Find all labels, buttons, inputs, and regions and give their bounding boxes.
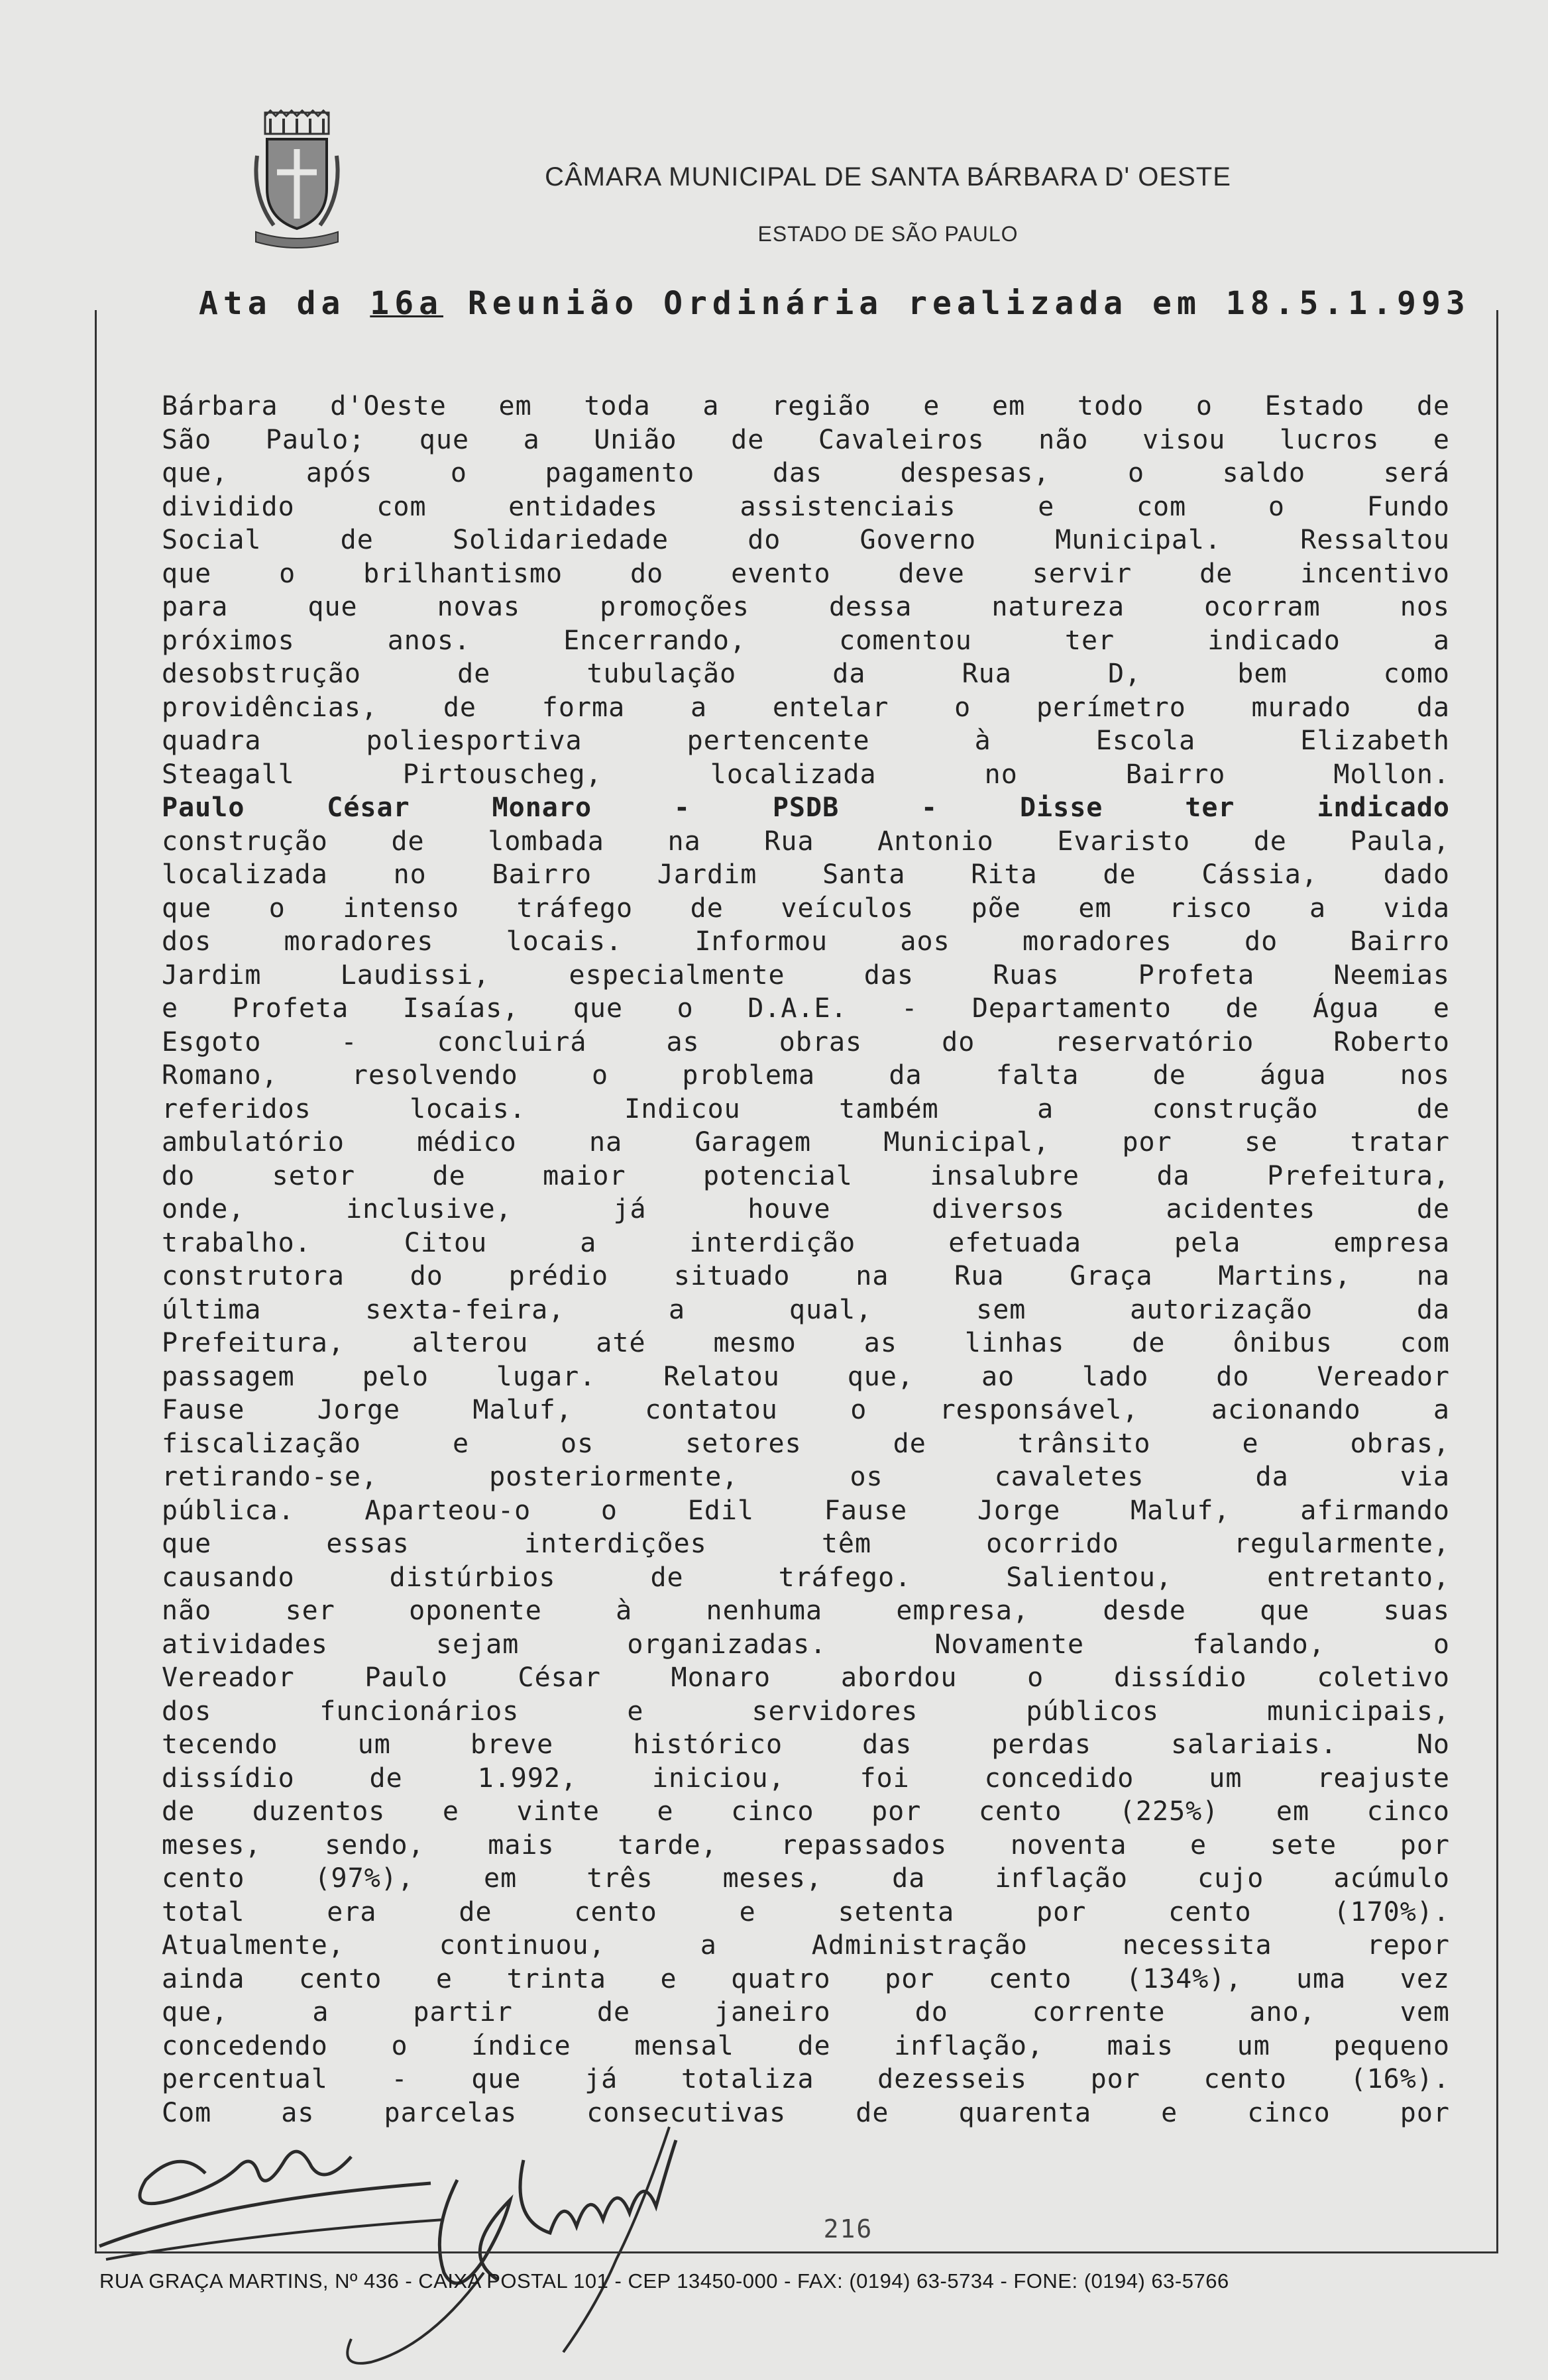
minutes-title [199,285,1470,322]
body-line: Bárbara d'Oeste em toda a região e em todo o Estado de [162,391,1450,421]
body-line: providências, de forma a entelar o perímetro murado da [162,692,1450,723]
body-line: ambulatório médico na Garagem Municipal, por se tratar [162,1127,1450,1158]
body-line: dos funcionários e servidores públicos municipais, [162,1696,1450,1727]
body-line: Steagall Pirtouscheg, localizada no Bairro Mollon. [162,759,1450,790]
municipal-coat-of-arms [250,109,343,252]
body-line: última sexta-feira, a qual, sem autorização da [162,1294,1450,1325]
body-line: Fause Jorge Maluf, contatou o responsável, acionando a [162,1395,1450,1425]
body-line: trabalho. Citou a interdição efetuada pela empresa [162,1227,1450,1258]
body-line: percentual - que já totaliza dezesseis por cento (16%). [162,2064,1450,2094]
body-line: concedendo o índice mensal de inflação, mais um pequeno [162,2030,1450,2061]
body-line: tecendo um breve histórico das perdas salariais. No [162,1729,1450,1760]
body-line: Vereador Paulo César Monaro abordou o dissídio coletivo [162,1662,1450,1693]
body-line: dividido com entidades assistenciais e com o Fundo [162,491,1450,522]
body-line: São Paulo; que a União de Cavaleiros não visou lucros e [162,424,1450,455]
title-prefix: Ata da [199,285,370,322]
body-line: que o brilhantismo do evento deve servir de incentivo [162,558,1450,589]
body-line: e Profeta Isaías, que o D.A.E. - Departamento de Água e [162,993,1450,1024]
body-line: passagem pelo lugar. Relatou que, ao lado do Vereador [162,1361,1450,1392]
org-name: CÂMARA MUNICIPAL DE SANTA BÁRBARA D' OESTE [545,162,1231,191]
body-line: causando distúrbios de tráfego. Salientou, entretanto, [162,1562,1450,1593]
right-margin-rule [1496,310,1498,2251]
body-line: total era de cento e setenta por cento (170%). [162,1896,1450,1927]
body-line: retirando-se, posteriormente, os cavaletes da via [162,1462,1450,1492]
body-line: construção de lombada na Rua Antonio Evaristo de Paula, [162,826,1450,857]
body-line: próximos anos. Encerrando, comentou ter indicado a [162,625,1450,656]
minutes-body [162,390,1450,2130]
body-line: de duzentos e vinte e cinco por cento (225%) em cinco [162,1796,1450,1827]
body-line: desobstrução de tubulação da Rua D, bem como [162,659,1450,689]
body-line: dissídio de 1.992, iniciou, foi concedido um reajuste [162,1762,1450,1794]
body-line: Esgoto - concluirá as obras do reservatório Roberto [162,1026,1450,1057]
body-line: Com as parcelas consecutivas de quarenta e cinco por [162,2097,1450,2128]
body-line: meses, sendo, mais tarde, repassados noventa e sete por [162,1829,1450,1861]
body-line: Jardim Laudissi, especialmente das Ruas Profeta Neemias [162,959,1450,991]
body-line: cento (97%), em três meses, da inflação cujo acúmulo [162,1863,1450,1894]
body-line: do setor de maior potencial insalubre da Prefeitura, [162,1160,1450,1191]
body-line: que, a partir de janeiro do corrente ano, vem [162,1997,1450,2028]
footer-address: RUA GRAÇA MARTINS, Nº 436 - CAIXA POSTAL 101 - CEP 13450-000 - FAX: (0194) 63-5734 - FONE: (0194) 63-5766 [99,2269,1229,2293]
title-ordinal: 16a [370,285,443,322]
body-line: atividades sejam organizadas. Novamente falando, o [162,1629,1450,1660]
speaker-line: Paulo César Monaro - PSDB - Disse ter indicado [162,792,1450,823]
page-number: 216 [823,2214,873,2244]
body-line: onde, inclusive, já houve diversos acidentes de [162,1194,1450,1224]
body-line: Romano, resolvendo o problema da falta de água nos [162,1060,1450,1091]
body-line: dos moradores locais. Informou aos moradores do Bairro [162,926,1450,957]
body-line: fiscalização e os setores de trânsito e obras, [162,1428,1450,1459]
body-line: que, após o pagamento das despesas, o saldo será [162,458,1450,488]
handwritten-signatures [86,2100,815,2379]
body-line: referidos locais. Indicou também a construção de [162,1093,1450,1124]
body-line: Atualmente, continuou, a Administração necessita repor [162,1930,1450,1961]
body-line: para que novas promoções dessa natureza ocorram nos [162,592,1450,622]
body-line: pública. Aparteou-o o Edil Fause Jorge Maluf, afirmando [162,1495,1450,1526]
body-line: que o intenso tráfego de veículos põe em risco a vida [162,892,1450,924]
org-state: ESTADO DE SÃO PAULO [757,222,1019,246]
body-line: ainda cento e trinta e quatro por cento (134%), uma vez [162,1963,1450,1994]
footer-rule [95,2251,1498,2253]
title-suffix: Reunião Ordinária realizada em 18.5.1.993 [443,285,1470,322]
body-line: Social de Solidariedade do Governo Municipal. Ressaltou [162,525,1450,555]
body-line: localizada no Bairro Jardim Santa Rita de Cássia, dado [162,859,1450,890]
body-line: Prefeitura, alterou até mesmo as linhas de ônibus com [162,1328,1450,1358]
body-line: que essas interdições têm ocorrido regularmente, [162,1529,1450,1559]
left-margin-rule [95,310,97,2251]
body-line: quadra poliesportiva pertencente à Escola Elizabeth [162,726,1450,756]
body-line: não ser oponente à nenhuma empresa, desde que suas [162,1596,1450,1626]
body-line: construtora do prédio situado na Rua Graça Martins, na [162,1261,1450,1291]
